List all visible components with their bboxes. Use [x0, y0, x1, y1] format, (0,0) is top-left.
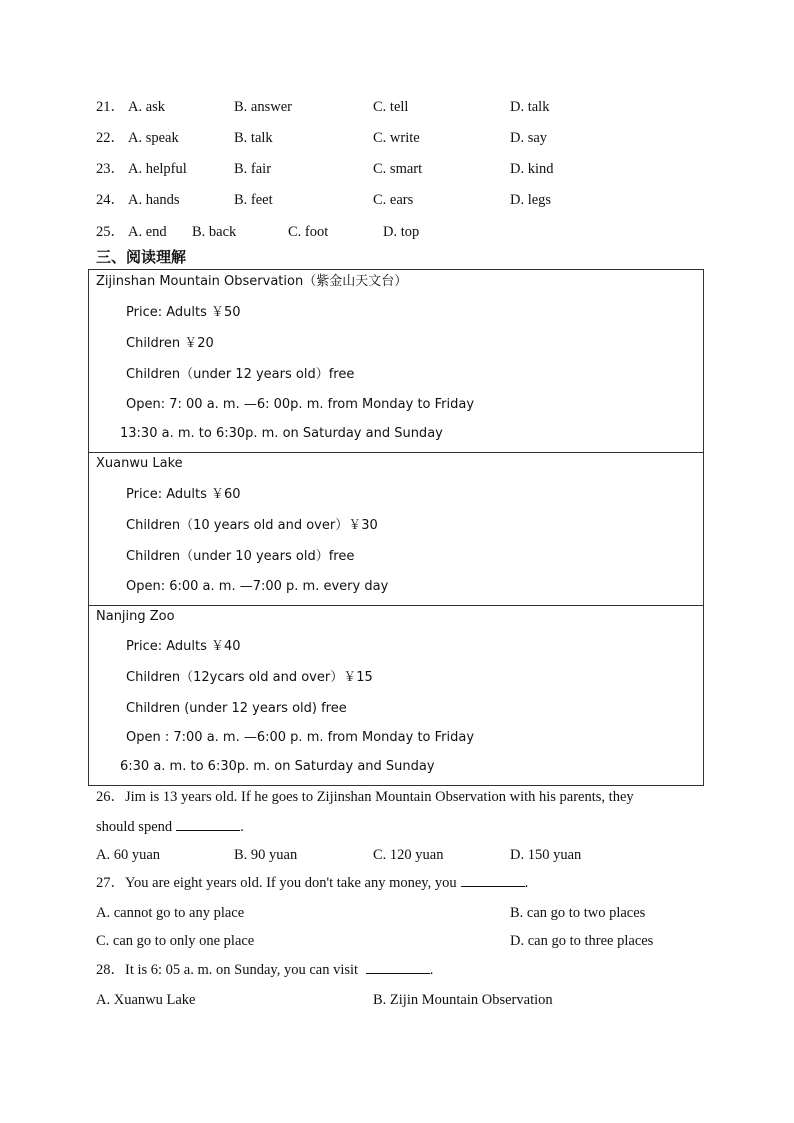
option-b[interactable]: B. Zijin Mountain Observation: [373, 992, 553, 1008]
question-28-stem: [96, 959, 433, 981]
option-b[interactable]: B. 90 yuan: [234, 847, 298, 863]
place-info-line: Open : 7:00 a. m. —6:00 p. m. from Monday to Friday: [126, 730, 475, 745]
answer-blank[interactable]: [461, 872, 525, 887]
place-box-xuanwu: [88, 452, 704, 606]
question-26-stem-cont: [96, 816, 244, 838]
option-d[interactable]: D. 150 yuan: [510, 847, 582, 863]
place-box-nanjing-zoo: [88, 605, 704, 786]
question-number: 25．: [96, 224, 125, 240]
place-info-line: Price: Adults ￥50: [126, 305, 241, 320]
question-stem-end: .: [429, 962, 434, 978]
place-name: Zijinshan Mountain Observation（紫金山天文台）: [96, 274, 408, 289]
option-d[interactable]: D. talk: [510, 99, 550, 115]
option-d[interactable]: D. kind: [510, 161, 554, 177]
place-box-zijinshan: [88, 269, 704, 453]
place-info-line: 13:30 a. m. to 6:30p. m. on Saturday and Sunday: [120, 426, 443, 441]
place-info-line: Children（10 years old and over）￥30: [126, 518, 378, 533]
option-c[interactable]: C. foot: [288, 224, 329, 240]
question-stem-text: should spend: [96, 819, 173, 835]
option-b[interactable]: B. answer: [234, 99, 292, 115]
option-c[interactable]: C. smart: [373, 161, 423, 177]
answer-blank[interactable]: [176, 816, 240, 831]
option-d[interactable]: D. top: [383, 224, 420, 240]
option-c[interactable]: C. tell: [373, 99, 409, 115]
option-c[interactable]: C. write: [373, 130, 420, 146]
place-info-line: Open: 7: 00 a. m. —6: 00p. m. from Monday to Friday: [126, 397, 475, 412]
section-title: 三、阅读理解: [96, 248, 187, 266]
option-a[interactable]: A. end: [128, 224, 167, 240]
question-stem-text: 28．It is 6: 05 a. m. on Sunday, you can visit: [96, 962, 362, 978]
question-number: 21．: [96, 99, 125, 115]
question-stem-text: 27．You are eight years old. If you don't take any money, you: [96, 875, 457, 891]
option-c[interactable]: C. can go to only one place: [96, 933, 255, 949]
question-27-stem: [96, 872, 528, 894]
option-b[interactable]: B. back: [192, 224, 237, 240]
option-b[interactable]: B. talk: [234, 130, 273, 146]
option-b[interactable]: B. can go to two places: [510, 905, 646, 921]
place-info-line: Children（12ycars old and over）￥15: [126, 670, 373, 685]
place-info-line: 6:30 a. m. to 6:30p. m. on Saturday and Sunday: [120, 759, 435, 774]
option-a[interactable]: A. helpful: [128, 161, 187, 177]
option-d[interactable]: D. can go to three places: [510, 933, 654, 949]
option-b[interactable]: B. feet: [234, 192, 273, 208]
answer-blank[interactable]: [366, 959, 430, 974]
question-stem-text: 26．Jim is 13 years old. If he goes to Zijinshan Mountain Observation with his parents, they: [96, 789, 634, 805]
place-info-line: Open: 6:00 a. m. —7:00 p. m. every day: [126, 579, 389, 594]
option-a[interactable]: A. hands: [128, 192, 180, 208]
option-a[interactable]: A. Xuanwu Lake: [96, 992, 196, 1008]
question-stem-end: .: [524, 875, 529, 891]
place-name: Xuanwu Lake: [96, 456, 183, 471]
option-c[interactable]: C. ears: [373, 192, 414, 208]
place-info-line: Children ￥20: [126, 336, 214, 351]
option-c[interactable]: C. 120 yuan: [373, 847, 444, 863]
place-info-line: Children（under 12 years old）free: [126, 367, 355, 382]
option-d[interactable]: D. say: [510, 130, 548, 146]
option-a[interactable]: A. speak: [128, 130, 179, 146]
place-info-line: Price: Adults ￥40: [126, 639, 241, 654]
option-a[interactable]: A. ask: [128, 99, 166, 115]
option-b[interactable]: B. fair: [234, 161, 272, 177]
question-number: 23．: [96, 161, 125, 177]
option-a[interactable]: A. 60 yuan: [96, 847, 161, 863]
place-info-line: Children（under 10 years old）free: [126, 549, 355, 564]
place-info-line: Price: Adults ￥60: [126, 487, 241, 502]
place-name: Nanjing Zoo: [96, 609, 175, 624]
question-number: 22．: [96, 130, 125, 146]
place-info-line: Children (under 12 years old) free: [126, 701, 347, 716]
question-stem-end: .: [240, 819, 244, 835]
question-26-stem: [96, 786, 634, 808]
option-a[interactable]: A. cannot go to any place: [96, 905, 245, 921]
question-number: 24．: [96, 192, 125, 208]
option-d[interactable]: D. legs: [510, 192, 552, 208]
